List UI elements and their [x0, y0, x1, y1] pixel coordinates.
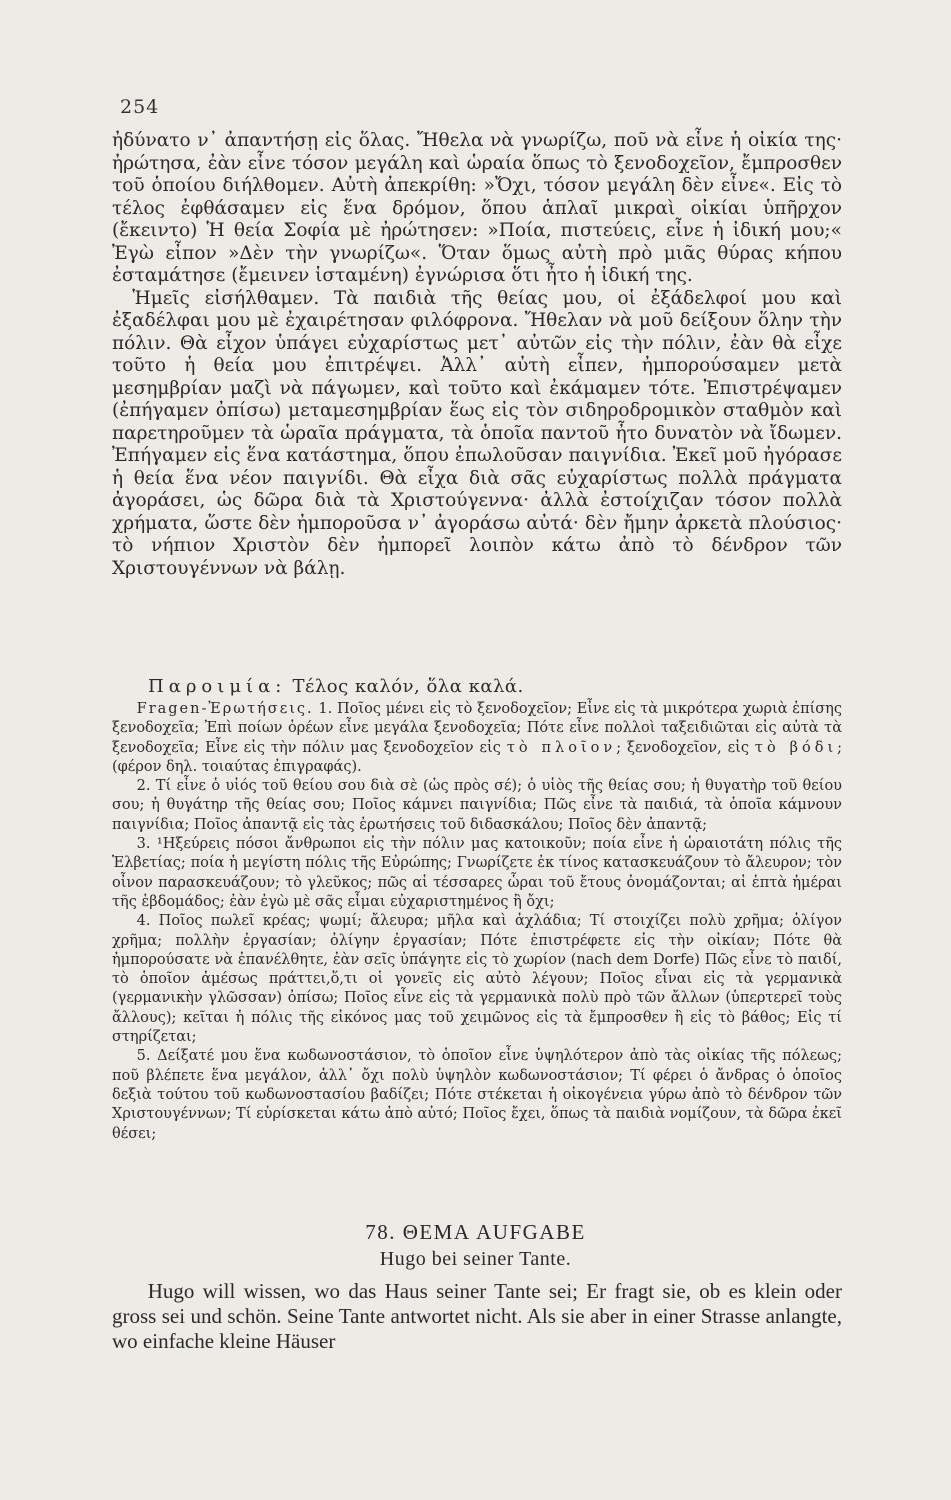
section-heading: 78. ΘΕΜΑ AUFGABE [365, 1220, 586, 1244]
question-spaced-term: τὸ βόδι [754, 739, 838, 756]
question-item: 2. Τί εἶνε ὁ υἱός τοῦ θείου σου διὰ σὲ (ὡς πρὸς σέ); ὁ υἱὸς τῆς θείας σου; ἡ θυγατὴρ τοῦ θείου σου; ἡ θυγάτηρ τῆς θείας σου; Ποῖος κάμνει παιγνίδια; Πῶς εἶνε τὰ παιδιά, τὰ ὁποῖα κάμνουν παιγνίδια; Ποῖος ἀπαντᾷ εἰς τὰς ἐρωτήσεις τοῦ διδασκάλου; Ποῖος δὲν ἀπαντᾷ; [112, 778, 842, 833]
question-text: ; ξενοδοχεῖον, εἰς [616, 739, 749, 756]
paragraph: Ἡμεῖς εἰσήλθαμεν. Τὰ παιδιὰ τῆς θείας μου, οἱ ἐξάδελφοί μου καὶ ἐξαδέλφαι μου μὲ ἐχαιρέτησαν φιλόφρονα. Ἤθελαν νὰ μοῦ δείξουν ὅλην τὴν πόλιν. Θὰ εἶχον ὑπάγει εὐχαρίστως μετ᾿ αὐτῶν εἰς τὴν πόλιν, ἐὰν θὰ εἶχε τοῦτο ἡ θεία μου ἐπιτρέψει. Ἀλλ᾿ αὐτὴ εἶπεν, ἠμπορούσαμεν μετὰ μεσημβρίαν μαζὶ νὰ πάγωμεν, καὶ τοῦτο καὶ ἐκάμαμεν τότε. Ἐπιστρέψαμεν (ἐπήγαμεν ὀπίσω) μεταμεσημβρίαν ἕως εἰς τὸν σιδηροδρομικὸν σταθμὸν καὶ παρετηροῦμεν τὰ ὡραῖα πράγματα, τὰ ὁποῖα παντοῦ ἦτο δυνατὸν νὰ ἴδωμεν. Ἐπήγαμεν εἰς ἕνα κατάστημα, ὅπου ἐπωλοῦσαν παιγνίδια. Ἐκεῖ μοῦ ἠγόρασε ἡ θεία ἕνα νέον παιγνίδι. Θὰ εἶχα διὰ σᾶς εὐχαρίστως πολλὰ πράγματα ἀγοράσει, ὡς δῶρα διὰ τὰ Χριστούγεννα· ἀλλὰ ἐστοίχιζαν τόσον πολλὰ χρήματα, ὥστε δὲν ἠμποροῦσα ν᾿ ἀγοράσω αὐτά· δὲν ἤμην ἀρκετὰ πλούσιος· τὸ νήπιον Χριστὸν δὲν ἠμπορεῖ λοιπὸν κάτω ἀπὸ τὸ δένδρον τῶν Χριστουγέννων νὰ βάλῃ. [112, 287, 842, 579]
question-item: 3. ¹Ηξεύρεις πόσοι ἄνθρωποι εἰς τὴν πόλιν μας κατοικοῦν; ποία εἶνε ἡ ὡραιοτάτη πόλις τῆς Ἑλβετίας; ποία ἡ μεγίστη πόλις τῆς Εὐρώπης; Γνωρίζετε ἐκ τίνος κατασκευάζουν τὸ ἄλευρον; τὸν οἶνον παρασκευάζουν; τὸ γλεῦκος; πῶς αἱ τέσσαρες ὧραι τοῦ ἔτους ὀνομάζονται; αἱ ἑπτὰ ἡμέραι τῆς ἑβδομάδος; ἐὰν ἐγὼ μὲ σᾶς εἶμαι εὐχαριστημένος ἢ ὄχι; [112, 836, 842, 910]
question-text: ; (φέρον δηλ. τοιαύτας ἐπιγραφάς). [112, 739, 843, 775]
paragraph: ἠδύνατο ν᾿ ἀπαντήσῃ εἰς ὅλας. Ἤθελα νὰ γνωρίζω, ποῦ νὰ εἶνε ἡ οἰκία της· ἠρώτησα, ἐὰν εἶνε τόσον μεγάλη καὶ ὡραία ὅπως τὸ ξενοδοχεῖον, ἔμπροσθεν τοῦ ὁποίου διήλθομεν. Αὐτὴ ἀπεκρίθη: »Ὄχι, τόσον μεγάλη δὲν εἶνε«. Εἰς τὸ τέλος ἐφθάσαμεν εἰς ἕνα δρόμον, ὅπου ἁπλαῖ μικραὶ οἰκίαι ὑπῆρχον (ἔκειντο) Ἡ θεία Σοφία μὲ ἠρώτησεν: »Ποία, πιστεύεις, εἶνε ἡ ἰδική μου;« Ἐγὼ εἶπον »Δὲν τὴν γνωρίζω«. Ὅταν ὅμως αὐτὴ πρὸ μιᾶς θύρας κήπου ἐσταμάτησε (ἔμεινεν ἱσταμένη) ἐγνώρισα ὅτι ἦτο ἡ ἰδική της. [112, 130, 842, 286]
proverb-label: Παροιμία: [148, 676, 287, 697]
page-number: 254 [120, 96, 160, 118]
section-subheading: Hugo bei seiner Tante. [379, 1248, 572, 1270]
proverb [148, 676, 878, 697]
proverb-text: Τέλος καλόν, ὅλα καλά. [292, 676, 524, 697]
question-item: 4. Ποῖος πωλεῖ κρέας; ψωμί; ἄλευρα; μῆλα καὶ ἀχλάδια; Τί στοιχίζει πολὺ χρῆμα; ὀλίγον χρῆμα; πολλὴν ἐργασίαν; ὀλίγην ἐργασίαν; Πότε ἐπιστρέφετε εἰς τὴν οἰκίαν; Πότε θὰ ἠμπορούσατε νὰ ἐπανέλθητε, ἐὰν σεῖς ὑπάγητε εἰς τὸ χωρίον (nach dem Dorfe) Πῶς εἶνε τὸ παιδί, τὸ ὁποῖον ἀμέσως πράττει,ὅ,τι οἱ γονεῖς εἰς αὐτὸ λέγουν; Ποῖος εἶναι εἰς τὰ γερμανικὰ (γερμανικὴν γλῶσσαν) ὀπίσω; Ποῖος εἶνε εἰς τὰ γερμανικὰ πολὺ πρὸ τῶν ἄλλων (ὑπερτερεῖ τοὺς ἄλλους); κεῖται ἡ πόλις τῆς εἰκόνος μας τοῦ χειμῶνος εἰς τὰ ἔμπροσθεν ἢ εἰς τὸ βάθος; Εἰς τί στηρίζεται; [112, 913, 842, 1046]
question-item [112, 700, 842, 777]
question-item: 5. Δείξατέ μου ἕνα κωδωνοστάσιον, τὸ ὁποῖον εἶνε ὑψηλότερον ἀπὸ τὰς οἰκίας τῆς πόλεως; ποῦ βλέπετε ἕνα μεγάλον, ἀλλ᾿ ὄχι πολὺ ὑψηλὸν κωδωνοστάσιον; Τί φέρει ὁ ἄνδρας ὁ ὁποῖος δεξιὰ τούτου τοῦ κωδωνοστασίου βαδίζει; Πότε στέκεται ἡ οἰκογένεια γύρω ἀπὸ τὸ δένδρον τῶν Χριστουγέννων; Τί εὑρίσκεται κάτω ἀπὸ αὐτό; Ποῖος ἔχει, ὅπως τὰ παιδιὰ νομίζουν, τὰ δῶρα ἐκεῖ θέσει; [112, 1048, 842, 1142]
question-text: 1. Ποῖος μένει εἰς τὸ ξενοδοχεῖον; Εἶνε εἰς τὰ μικρότερα χωριὰ ἐπίσης ξενοδοχεῖα; Ἐπὶ ποίων ὁρέων εἶνε μεγάλα ξενοδοχεῖα; Πότε εἶνε πολλοὶ ταξειδιῶται εἰς αὐτὰ τὰ ξενοδοχεῖα; Εἶνε εἰς τὴν πόλιν μας ξενοδοχεῖον εἰς [112, 701, 842, 756]
german-text [112, 1279, 842, 1354]
main-text [112, 130, 842, 580]
questions-lead: Fragen-Ἐρωτήσεις. [136, 701, 314, 717]
question-spaced-term: τὸ πλοῖον [506, 739, 617, 756]
paragraph: Hugo will wissen, wo das Haus seiner Tante sei; Er fragt sie, ob es klein oder gross sei und schön. Seine Tante antwortet nicht. Als sie aber in einer Strasse anlangte, wo einfache kleine Häuser [112, 1279, 842, 1353]
questions [112, 700, 842, 1144]
